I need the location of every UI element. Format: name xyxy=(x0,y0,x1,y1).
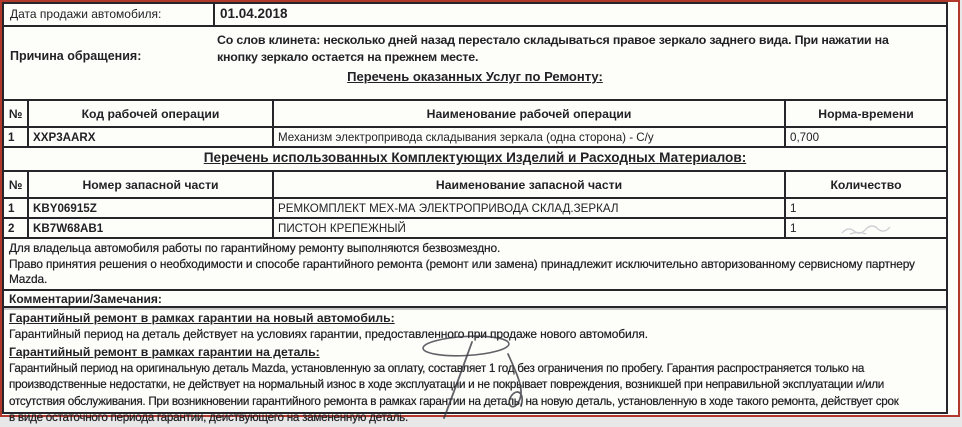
parts-header-qty: Количество xyxy=(830,177,902,192)
services-header-code: Код рабочей операции xyxy=(29,101,274,126)
paragraph-line: в виде остаточного периода гарантии, действующего на замененную деталь. xyxy=(9,411,408,425)
reason-label: Причина обращения: xyxy=(10,49,142,63)
services-title: Перечень оказанных Услуг по Ремонту: xyxy=(347,69,603,84)
services-header-name: Наименование рабочей операции xyxy=(274,101,786,126)
disclaimer-line: Mazda. xyxy=(9,272,48,287)
reason-line: Со слов клинета: несколько дней назад перестало складываться правое зеркало заднего вида. При нажатии на xyxy=(217,33,889,47)
parts-header-name: Наименование запасной части xyxy=(274,172,786,197)
warranty-disclaimer xyxy=(4,239,946,291)
comments-section xyxy=(4,308,946,427)
paragraph-line: производственные недостатки, не действует на нормальный износ в ходе эксплуатации и не покрывает повреждения, возникшей при неправильной эксплуатации и/или xyxy=(9,378,885,392)
paragraph-line: отсутствия обслуживания. При возникновении гарантийного ремонта в рамках гарантии на деталь, на новую деталь, установленную в ходе такого ремонта, действует срок xyxy=(9,394,899,408)
part-row-name: ПИСТОН КРЕПЕЖНЫЙ xyxy=(274,219,786,237)
reason-line: кнопку зеркало остается на прежнем месте. xyxy=(217,50,479,64)
part-row-number: KB7W68AB1 xyxy=(29,219,274,237)
document-frame xyxy=(2,2,948,425)
sale-date-value: 01.04.2018 xyxy=(220,6,288,21)
comments-line: Гарантийный период на деталь действует на условиях гарантии, предоставленного при продаже нового автомобиля. xyxy=(9,326,648,341)
parts-table-header xyxy=(4,172,946,199)
part-row-qty: 1 xyxy=(790,221,797,235)
service-row-name: Механизм электропривода складывания зеркала (одна сторона) - С/у xyxy=(274,128,786,146)
part-row-qty: 1 xyxy=(790,201,797,215)
sale-date-row xyxy=(4,4,946,27)
part-row-num: 1 xyxy=(4,199,29,217)
reason-row xyxy=(4,27,946,99)
part-row-num: 2 xyxy=(4,219,29,237)
part-row-number: KBY06915Z xyxy=(29,199,274,217)
parts-header-number: Номер запасной части xyxy=(29,172,274,197)
services-table-header xyxy=(4,101,946,128)
comments-label: Комментарии/Замечания: xyxy=(4,291,946,308)
comments-paragraph xyxy=(9,361,946,427)
parts-table xyxy=(4,170,946,239)
table-row xyxy=(4,199,946,219)
service-row-num: 1 xyxy=(4,128,29,146)
table-row xyxy=(4,128,946,146)
comments-heading: Гарантийный ремонт в рамках гарантии на деталь: xyxy=(9,344,320,359)
disclaimer-line: Право принятия решения о необходимости и способе гарантийного ремонта (ремонт или замена) принадлежит исключительно авторизованному сервисному партнеру xyxy=(9,256,915,271)
services-header-num: № xyxy=(4,101,29,126)
comments-heading: Гарантийный ремонт в рамках гарантии на новый автомобиль: xyxy=(9,310,395,325)
parts-title: Перечень использованных Комплектующих Изделий и Расходных Материалов: xyxy=(203,150,747,165)
disclaimer-line: Для владельца автомобиля работы по гарантийному ремонту выполняются безвозмездно. xyxy=(9,241,501,255)
reason-text xyxy=(217,27,946,66)
sale-date-label: Дата продажи автомобиля: xyxy=(4,4,215,25)
services-table xyxy=(4,99,946,148)
paragraph-line: Гарантийный период на оригинальную деталь Mazda, установленную за оплату, составляет 1 год без ограничения по пробегу. Гарантия распространяется только на xyxy=(9,361,865,375)
part-row-name: РЕМКОМПЛЕКТ МЕХ-МА ЭЛЕКТРОПРИВОДА СКЛАД.ЗЕРКАЛ xyxy=(274,199,786,217)
service-row-code: XXP3AARX xyxy=(29,128,274,146)
service-row-time: 0,700 xyxy=(790,130,820,144)
services-header-time: Норма-времени xyxy=(818,106,914,121)
parts-header-num: № xyxy=(4,172,29,197)
table-row xyxy=(4,219,946,237)
